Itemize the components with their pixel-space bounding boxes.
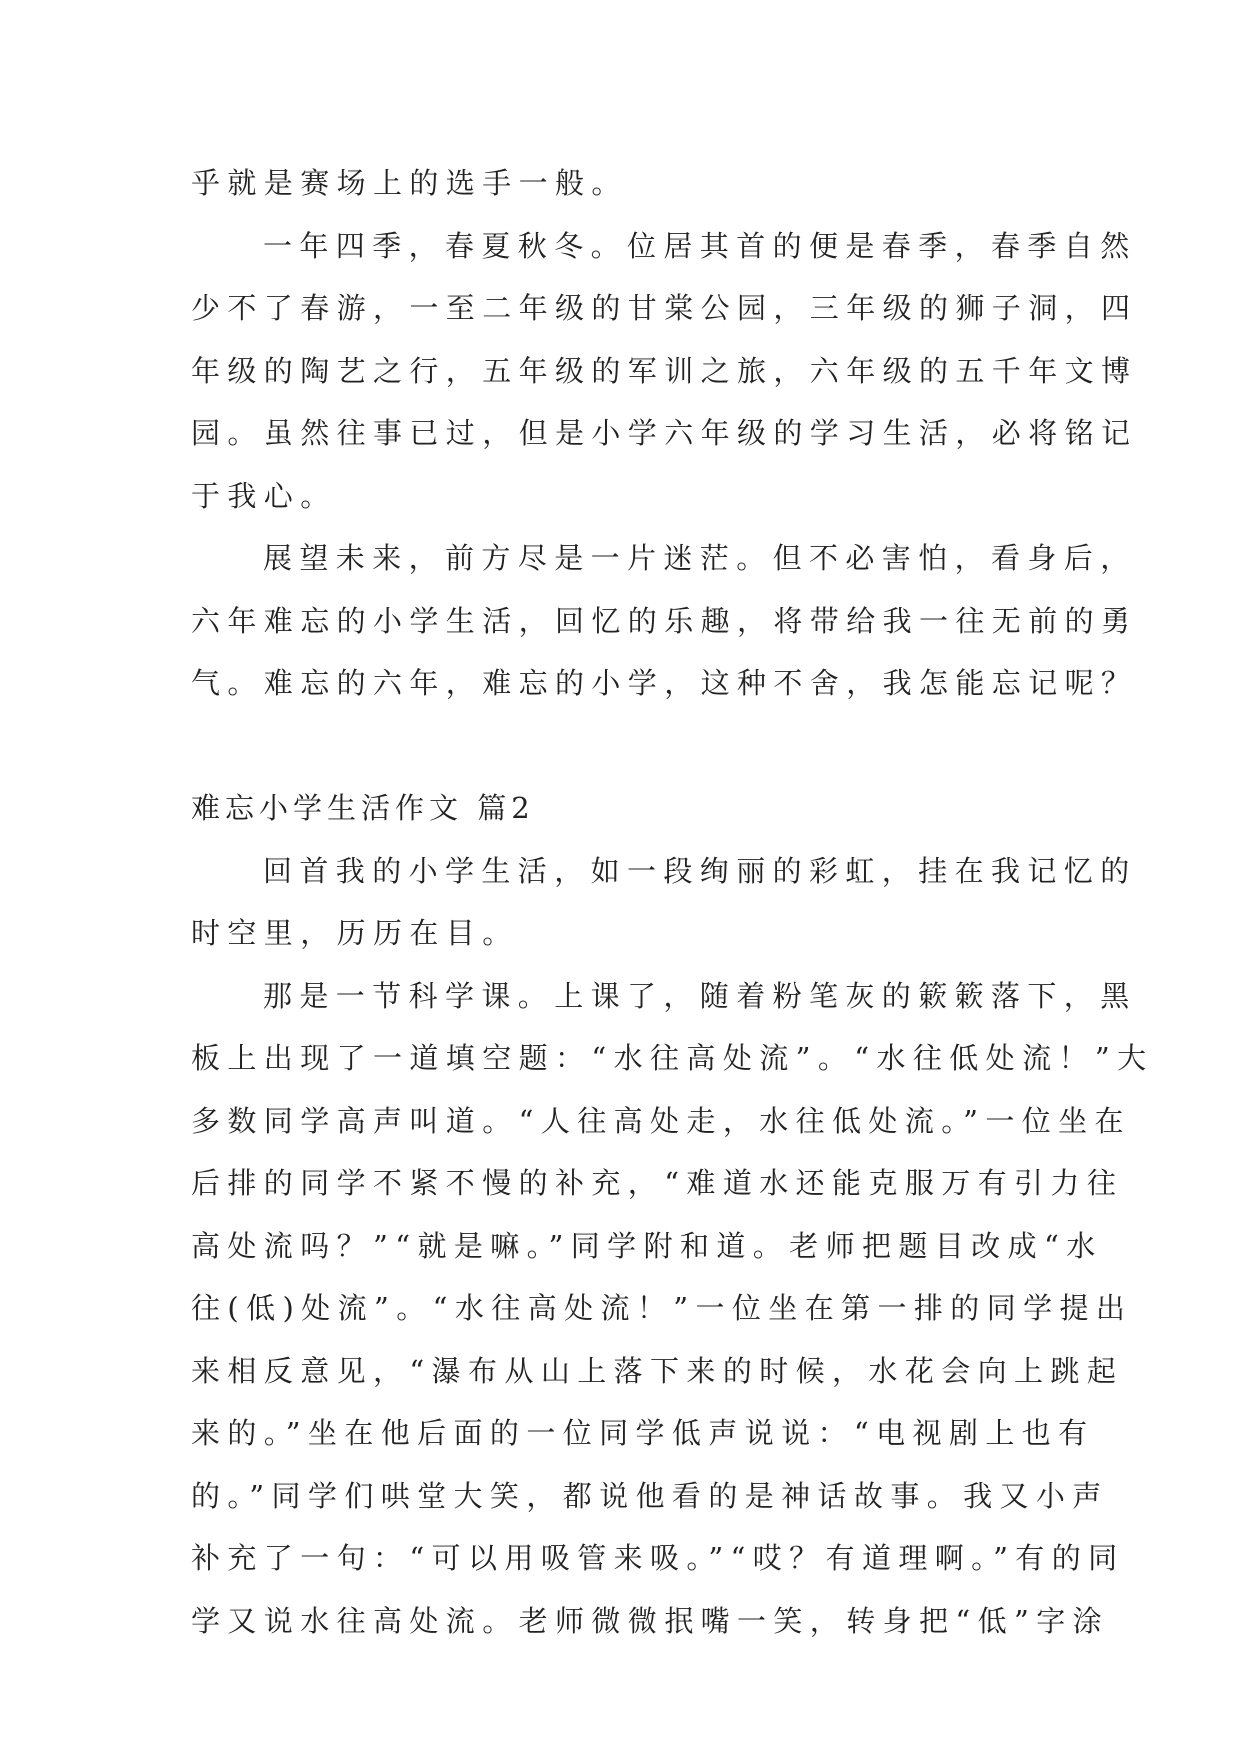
text-line: 学又说水往高处流。老师微微抿嘴一笑，转身把“低”字涂 [191,1603,1110,1638]
text-line: 园。虽然往事已过，但是小学六年级的学习生活，必将铭记 [191,416,1138,450]
text-line: 往(低)处流”。“水往高处流！”一位坐在第一排的同学提出 [191,1291,1133,1325]
section-gap [191,715,1053,778]
text-line: 时空里，历历在目。 [191,916,519,950]
section-title: 难忘小学生活作文 篇2 [191,791,535,825]
text-line: 后排的同学不紧不慢的补充，“难道水还能克服万有引力往 [191,1166,1124,1200]
text-line: 多数同学高声叫道。“人往高处走，水往低处流。”一位坐在 [191,1103,1131,1138]
text-line: 的。”同学们哄堂大笑，都说他看的是神话故事。我又小声 [191,1478,1109,1513]
text-line: 来的。”坐在他后面的一位同学低声说说：“电视剧上也有 [191,1416,1095,1450]
text-line: 乎就是赛场上的选手一般。 [191,166,628,200]
text-line: 那是一节科学课。上课了，随着粉笔灰的簌簌落下，黑 [263,978,1137,1013]
document-body [191,152,1154,1652]
text-line: 于我心。 [191,478,337,513]
text-line: 补充了一句：“可以用吸管来吸。”“哎？有道理啊。”有的同 [191,1541,1125,1575]
text-line: 少不了春游，一至二年级的甘棠公园，三年级的狮子洞，四 [191,291,1138,325]
text-line: 展望未来，前方尽是一片迷茫。但不必害怕，看身后， [263,541,1137,575]
text-line: 年级的陶艺之行，五年级的军训之旅，六年级的五千年文博 [191,353,1138,388]
text-line: 回首我的小学生活，如一段绚丽的彩虹，挂在我记忆的 [263,853,1137,888]
text-line: 一年四季，春夏秋冬。位居其首的便是春季，春季自然 [263,228,1137,263]
text-line: 来相反意见，“瀑布从山上落下来的时候，水花会向上跳起 [191,1353,1124,1388]
text-line: 六年难忘的小学生活，回忆的乐趣，将带给我一往无前的勇 [191,603,1138,638]
text-line: 气。难忘的六年，难忘的小学，这种不舍，我怎能忘记呢？ [191,666,1138,700]
text-line: 高处流吗？”“就是嘛。”同学附和道。老师把题目改成“水 [191,1228,1103,1263]
text-line: 板上出现了一道填空题：“水往高处流”。“水往低处流！”大 [191,1041,1154,1075]
